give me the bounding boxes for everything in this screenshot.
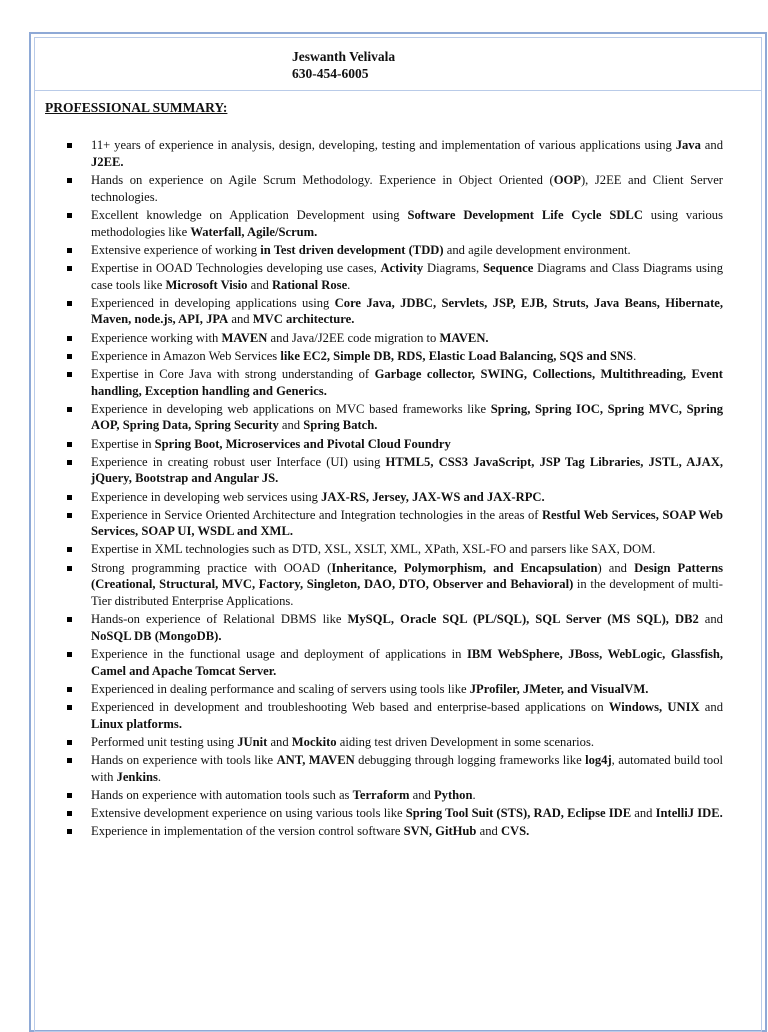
- summary-item-bold-text: Mockito: [291, 735, 337, 750]
- summary-item-text: and: [267, 735, 292, 750]
- bullet-icon: [67, 811, 72, 816]
- summary-item: [67, 172, 723, 206]
- summary-item-bold-text: IBM WebSphere, JBoss, WebLogic, Glassfish, Camel and Apache Tomcat Server.: [91, 647, 723, 678]
- bullet-icon: [67, 407, 72, 412]
- summary-item: [67, 507, 723, 541]
- bullet-icon: [67, 442, 72, 447]
- summary-item-bold-text: Java: [675, 138, 701, 152]
- bullet-icon: [67, 547, 72, 552]
- summary-item-bold-text: MAVEN: [221, 330, 268, 345]
- summary-item: [67, 752, 723, 786]
- summary-item: [67, 137, 723, 171]
- bullet-icon: [67, 566, 72, 571]
- summary-item: [67, 401, 723, 435]
- summary-item-bold-text: Spring Boot, Microservices and Pivotal Cloud Foundry: [154, 436, 451, 451]
- summary-item-bold-text: ANT, MAVEN: [276, 753, 355, 768]
- summary-item-text: Experienced in development and troubleshooting Web based and enterprise-based applications on: [91, 700, 609, 715]
- summary-item: [67, 260, 723, 294]
- summary-item-bold-text: Inheritance, Polymorphism, and Encapsulation: [331, 560, 598, 575]
- summary-item-bold-text: JAX-RS, Jersey, JAX-WS and JAX-RPC.: [321, 489, 545, 504]
- summary-item: [67, 348, 723, 365]
- bullet-icon: [67, 178, 72, 183]
- summary-item-text: Experience in the functional usage and deployment of applications in: [91, 647, 467, 662]
- summary-item-text: in the development of multi-Tier distributed Enterprise Applications.: [91, 577, 723, 609]
- summary-item-text: Strong programming practice with OOAD (: [91, 560, 332, 575]
- summary-item-bold-text: NoSQL DB (MongoDB).: [91, 629, 222, 644]
- summary-item-text: Excellent knowledge on Application Development using: [91, 207, 408, 222]
- summary-item-text: and: [698, 612, 723, 627]
- bullet-icon: [67, 758, 72, 763]
- summary-item-text: and: [409, 788, 434, 803]
- bullet-icon: [67, 301, 72, 306]
- summary-item-text: Experienced in developing applications using: [91, 295, 335, 310]
- summary-item-text: and: [247, 277, 272, 292]
- summary-item-text: , automated build tool with: [91, 753, 723, 784]
- bullet-icon: [67, 617, 72, 622]
- summary-item-text: Expertise in: [91, 436, 155, 451]
- summary-item-bold-text: Rational Rose: [271, 277, 348, 292]
- summary-item-text: Diagrams,: [423, 260, 483, 275]
- summary-item-text: and: [631, 806, 656, 821]
- summary-item-text: Experience in Service Oriented Architecture and Integration technologies in the areas of: [91, 507, 542, 522]
- summary-item: [67, 489, 723, 506]
- summary-item: [67, 699, 723, 733]
- summary-item-bold-text: Activity: [380, 260, 424, 275]
- candidate-phone: 630-454-6005: [292, 66, 369, 81]
- summary-item-text: Hands-on experience of Relational DBMS like: [91, 612, 348, 627]
- bullet-icon: [67, 248, 72, 253]
- summary-item-text: Experience in developing web applications on MVC based frameworks like: [91, 401, 491, 416]
- summary-item-bold-text: Linux platforms.: [91, 716, 182, 731]
- summary-item-bold-text: MAVEN.: [439, 330, 489, 345]
- summary-item-bold-text: Terraform: [352, 788, 410, 803]
- resume-header: [292, 48, 395, 82]
- summary-item-bold-text: Design Patterns (Creational, Structural, MVC, Factory, Singleton, DAO, DTO, Observer and Behavioral): [91, 560, 723, 592]
- summary-item: [67, 242, 723, 259]
- summary-item-bold-text: MySQL, Oracle SQL (PL/SQL), SQL Server (MS SQL), DB2: [347, 612, 699, 627]
- summary-item-bold-text: Spring Tool Suit (STS), RAD, Eclipse IDE: [405, 806, 632, 821]
- summary-item-bold-text: log4j: [585, 753, 612, 768]
- header-divider: [34, 90, 762, 91]
- summary-item-text: Experience working with: [91, 330, 222, 345]
- summary-item-bold-text: Spring, Spring IOC, Spring MVC, Spring AOP, Spring Data, Spring Security: [91, 401, 723, 433]
- bullet-icon: [67, 740, 72, 745]
- summary-item-text: Extensive experience of working: [91, 242, 261, 257]
- bullet-icon: [67, 793, 72, 798]
- summary-item-text: Performed unit testing using: [91, 735, 238, 750]
- summary-item-bold-text: CVS.: [500, 824, 530, 839]
- summary-item-text: ), J2EE and Client Server technologies.: [91, 172, 723, 204]
- summary-item-bold-text: Sequence: [482, 260, 534, 275]
- bullet-icon: [67, 354, 72, 359]
- summary-item-text: Expertise in Core Java with strong understanding of: [91, 366, 375, 381]
- summary-item-bold-text: Core Java, JDBC, Servlets, JSP, EJB, Struts, Java Beans, Hibernate, Maven, node.js, API, JPA: [91, 295, 723, 327]
- summary-item-text: and: [278, 418, 304, 433]
- summary-item-text: and Java/J2EE code migration to: [267, 330, 440, 345]
- summary-item-text: Hands on experience with automation tools such as: [91, 788, 353, 803]
- summary-item-bold-text: MVC architecture.: [252, 312, 355, 327]
- summary-item: [67, 295, 723, 329]
- summary-item-bold-text: Microsoft Visio: [165, 277, 248, 292]
- summary-item-text: Expertise in OOAD Technologies developing use cases,: [91, 260, 381, 275]
- summary-item-bold-text: SVN, GitHub: [403, 824, 477, 839]
- summary-item-text: Experience in implementation of the version control software: [91, 824, 404, 839]
- summary-item: [67, 541, 723, 558]
- bullet-icon: [67, 652, 72, 657]
- bullet-icon: [67, 705, 72, 710]
- summary-item-text: aiding test driven Development in some scenarios.: [336, 735, 594, 750]
- summary-item-bold-text: Waterfall, Agile/Scrum.: [190, 224, 318, 239]
- summary-item-bold-text: J2EE.: [91, 154, 124, 169]
- summary-item-text: and agile development environment.: [443, 242, 631, 257]
- summary-item: [67, 787, 723, 804]
- summary-item-bold-text: Jenkins: [116, 769, 158, 784]
- summary-item-text: Experienced in dealing performance and scaling of servers using tools like: [91, 682, 470, 697]
- summary-item-text: using various methodologies like: [91, 207, 724, 239]
- summary-item-bold-text: JUnit: [237, 735, 268, 750]
- summary-item-text: .: [633, 348, 637, 363]
- summary-item: [67, 330, 723, 347]
- summary-item: [67, 681, 723, 698]
- summary-item-text: and: [476, 824, 501, 839]
- summary-item-bold-text: IntelliJ IDE.: [655, 806, 723, 821]
- summary-list: [67, 137, 723, 841]
- bullet-icon: [67, 143, 72, 148]
- summary-item-bold-text: Restful Web Services, SOAP Web Services, SOAP UI, WSDL and XML.: [91, 507, 723, 539]
- summary-item: [67, 454, 723, 488]
- summary-item-text: and: [228, 312, 253, 327]
- summary-item-bold-text: HTML5, CSS3 JavaScript, JSP Tag Libraries, JSTL, AJAX, jQuery, Bootstrap and Angular JS.: [91, 454, 724, 486]
- summary-item-text: Hands on experience on Agile Scrum Methodology. Experience in Object Oriented (: [91, 172, 554, 187]
- summary-item-text: Experience in developing web services using: [91, 489, 322, 504]
- summary-item-bold-text: OOP: [553, 172, 581, 187]
- summary-item-text: Hands on experience with tools like: [91, 753, 277, 768]
- summary-item: [67, 611, 723, 645]
- summary-item-text: Experience in Amazon Web Services: [91, 348, 281, 363]
- summary-item: [67, 805, 723, 822]
- summary-item-bold-text: Garbage collector, SWING, Collections, Multithreading, Event handling, Exception handling and Generics.: [91, 366, 723, 398]
- summary-item-text: 11+ years of experience in analysis, design, developing, testing and implementation of various applications using: [91, 138, 676, 152]
- summary-item-text: Experience in creating robust user Interface (UI) using: [91, 454, 386, 469]
- summary-item-text: Diagrams and Class Diagrams using case tools like: [91, 260, 723, 292]
- summary-item-bold-text: Python: [433, 788, 473, 803]
- summary-item-text: and: [699, 700, 723, 715]
- bullet-icon: [67, 213, 72, 218]
- summary-item: [67, 366, 723, 400]
- bullet-icon: [67, 372, 72, 377]
- bullet-icon: [67, 687, 72, 692]
- summary-item-text: .: [157, 769, 162, 784]
- summary-item: [67, 734, 723, 751]
- summary-item: [67, 823, 723, 840]
- summary-item-text: debugging through logging frameworks like: [354, 753, 586, 768]
- bullet-icon: [67, 829, 72, 834]
- summary-item-text: .: [347, 277, 351, 292]
- summary-item: [67, 207, 723, 241]
- summary-item: [67, 646, 723, 680]
- bullet-icon: [67, 513, 72, 518]
- summary-item-text: .: [472, 788, 476, 803]
- summary-item-bold-text: in Test driven development (TDD): [260, 242, 444, 257]
- summary-item: [67, 436, 723, 453]
- summary-item-bold-text: JProfiler, JMeter, and VisualVM.: [469, 682, 649, 697]
- bullet-icon: [67, 495, 72, 500]
- summary-item-text: Expertise in XML technologies such as DTD, XSL, XSLT, XML, XPath, XSL-FO and parsers like SAX, DOM.: [91, 542, 656, 557]
- candidate-name: Jeswanth Velivala: [292, 49, 396, 64]
- summary-item-text: ) and: [597, 560, 635, 575]
- bullet-icon: [67, 266, 72, 271]
- summary-item-bold-text: Software Development Life Cycle SDLC: [407, 207, 643, 222]
- summary-item-bold-text: Windows, UNIX: [608, 700, 700, 715]
- bullet-icon: [67, 336, 72, 341]
- summary-item: [67, 560, 723, 610]
- summary-item-text: Extensive development experience on using various tools like: [91, 806, 406, 821]
- summary-item-bold-text: like EC2, Simple DB, RDS, Elastic Load Balancing, SQS and SNS: [280, 348, 634, 363]
- bullet-icon: [67, 460, 72, 465]
- summary-item-text: and: [700, 138, 723, 152]
- summary-item-bold-text: Spring Batch.: [303, 418, 378, 433]
- section-title: PROFESSIONAL SUMMARY:: [45, 100, 228, 115]
